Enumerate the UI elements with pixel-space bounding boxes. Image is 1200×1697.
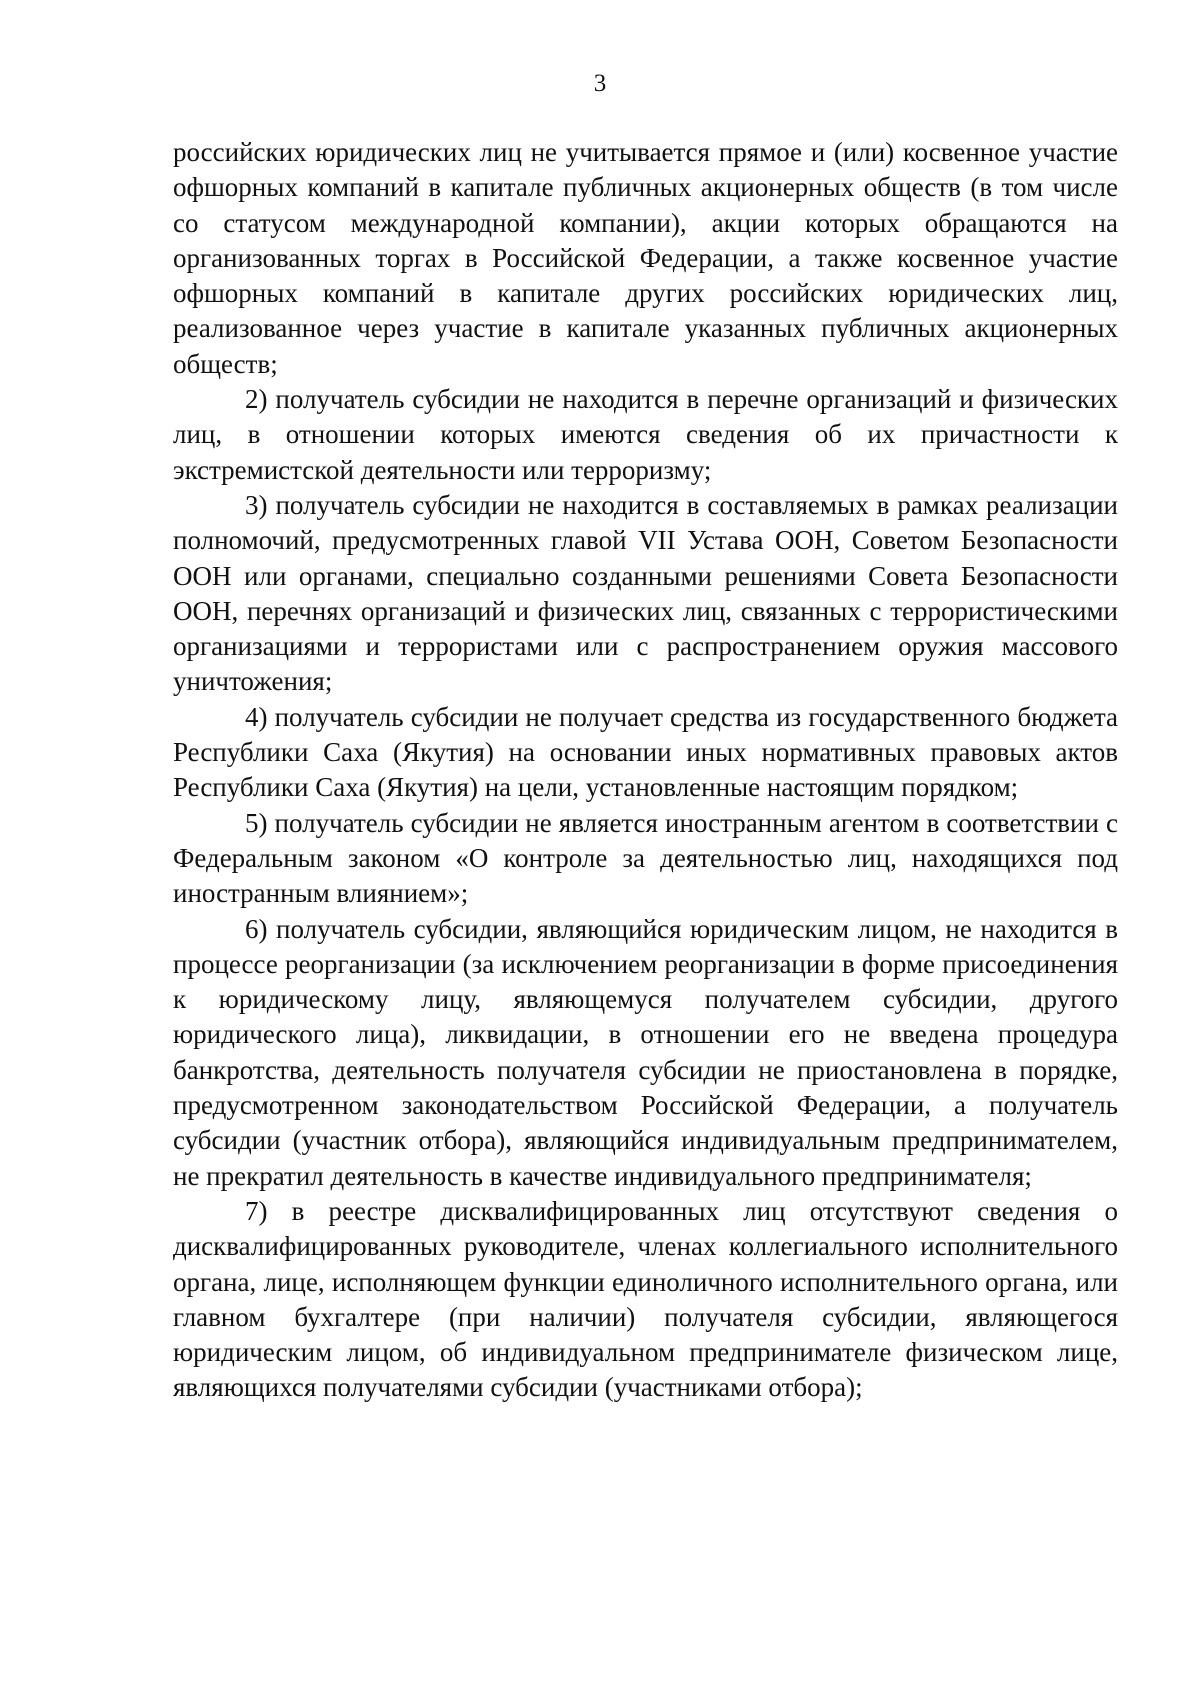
paragraph-item-3: 3) получатель субсидии не находится в составляемых в рамках реализации полномочий, предусмотренных главой VII Устава ООН, Советом Безопасности ООН или органами, специально созданными решениями Совета Безопасности ООН, перечнях организаций и физических лиц, связанных с террористическими организациями и террористами или с распространением оружия массового уничтожения; [173, 489, 1118, 697]
paragraph-item-2: 2) получатель субсидии не находится в перечне организаций и физических лиц, в отношении которых имеются сведения об их причастности к экстремистской деятельности или терроризму; [173, 384, 1118, 485]
paragraph-continuation: российских юридических лиц не учитывается прямое и (или) косвенное участие офшорных компаний в капитале публичных акционерных обществ (в том числе со статусом международной компании), акции которых обращаются на организованных торгах в Российской Федерации, а также косвенное участие офшорных компаний в капитале других российских юридических лиц, реализованное через участие в капитале указанных публичных акционерных обществ; [173, 137, 1118, 379]
paragraph-item-4: 4) получатель субсидии не получает средства из государственного бюджета Республики Саха (Якутия) на основании иных нормативных правовых актов Республики Саха (Якутия) на цели, установленные настоящим порядком; [173, 701, 1118, 803]
paragraph-item-6: 6) получатель субсидии, являющийся юридическим лицом, не находится в процессе реорганизации (за исключением реорганизации в форме присоединения к юридическому лицу, являющемуся получателем субсидии, другого юридического лица), ликвидации, в отношении его не введена процедура банкротства, деятельность получателя субсидии не приостановлена в порядке, предусмотренном законодательством Российской Федерации, а получатель субсидии (участник отбора), являющийся индивидуальным предпринимателем, не прекратил деятельность в качестве индивидуального предпринимателя; [173, 913, 1118, 1191]
page-number: 3 [593, 70, 607, 97]
paragraph-item-7: 7) в реестре дисквалифицированных лиц отсутствуют сведения о дисквалифицированных руководителе, членах коллегиального исполнительного органа, лице, исполняющем функции единоличного исполнительного органа, или главном бухгалтере (при наличии) получателя субсидии, являющегося юридическим лицом, об индивидуальном предпринимателе физическом лице, являющихся получателями субсидии (участниками отбора); [173, 1195, 1118, 1403]
document-body [173, 135, 1118, 1406]
paragraph-item-5: 5) получатель субсидии не является иностранным агентом в соответствии с Федеральным законом «О контроле за деятельностью лиц, находящихся под иностранным влиянием»; [173, 807, 1118, 909]
